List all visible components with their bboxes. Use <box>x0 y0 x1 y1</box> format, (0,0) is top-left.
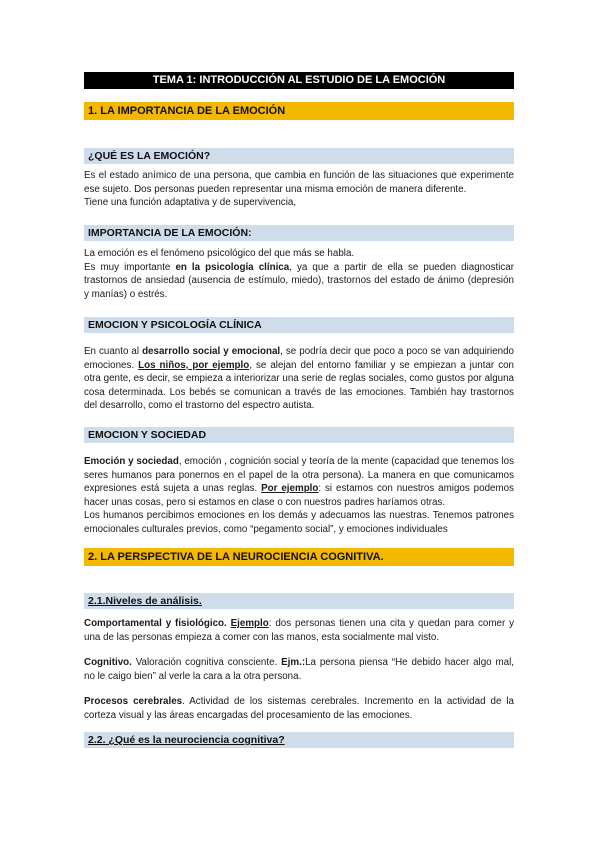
text-run: , se podría decir que poco a poco se van adquiriendo emociones. <box>84 346 514 371</box>
bold-run: en la psicología clínica <box>175 261 290 273</box>
bold-run: Ejm.: <box>281 657 306 668</box>
bold-underline-run: Por ejemplo <box>261 483 319 495</box>
text-run: La persona piensa “He debido hacer algo mal, no le caigo bien” al verle la cara a la otra persona. <box>84 657 514 682</box>
section-2-heading: 2. LA PERSPECTIVA DE LA NEUROCIENCIA COGNITIVA. <box>84 548 514 566</box>
paragraph-que-es <box>84 169 514 210</box>
heading-psicologia-clinica: EMOCION Y PSICOLOGÍA CLÍNICA <box>84 317 514 333</box>
paragraph-procesos <box>84 695 514 722</box>
text-run: : si estamos con nuestros amigos podemos hacer unas cosas, pero si estamos en clase o con nuestros padres haríamos otras. <box>84 483 514 508</box>
heading-niveles-text: 2.1.Niveles de análisis. <box>88 595 202 607</box>
text-run: , se alejan del entorno familiar y se empiezan a juntar con otra gente, es decir, se empieza a interiorizar una serie de reglas sociales, como gustos por alguna cosa determinada. Los bebés se comunican a través de las emociones. También hay trastornos del desarrollo, como el trastorno del espectro autista. <box>84 359 514 412</box>
paragraph-sociedad-1 <box>84 455 514 509</box>
text-run: , ya que a partir de ella se pueden diagnosticar trastornos de ansiedad (ausencia de estímulo, miedo), trastornos del estado de ánimo (depresión y manías) o estrés. <box>84 261 514 300</box>
heading-que-es: ¿QUÉ ES LA EMOCIÓN? <box>84 148 514 164</box>
heading-neurociencia-text: 2.2. ¿Qué es la neurociencia cognitiva? <box>88 734 285 746</box>
paragraph-que-es-1: Es el estado anímico de una persona, que cambia en función de las situaciones que experimente ese sujeto. Dos personas pueden representar una misma emoción de manera diferente. <box>84 170 514 195</box>
text-run: : dos personas tienen una cita y quedan para comer y una de las personas empieza a comer con las manos, esta socialmente mal visto. <box>84 618 514 643</box>
paragraph-sociedad-2: Los humanos percibimos emociones en los demás y adecuamos las nuestras. Tenemos patrones emocionales culturales previos, como “pegamento social”, y emociones individuales <box>84 510 514 535</box>
paragraph-importancia <box>84 247 514 301</box>
paragraph-sociedad <box>84 455 514 537</box>
section-1-heading: 1. LA IMPORTANCIA DE LA EMOCIÓN <box>84 102 514 120</box>
paragraph-cognitivo <box>84 656 514 683</box>
text-run: Valoración cognitiva consciente. <box>131 657 282 668</box>
paragraph-psicologia-clinica <box>84 345 514 413</box>
heading-neurociencia <box>84 732 514 748</box>
bold-run: Comportamental y fisiológico. <box>84 618 231 629</box>
text-run: En cuanto al <box>84 346 143 357</box>
bold-underline-run: Los niños, por ejemplo <box>138 359 250 371</box>
text-run: , emoción , cognición social y teoría de la mente (capacidad que tenemos los seres humanos para ponernos en el papel de la otra persona). La manera en que comunicamos expresiones está sujeta a unas reglas. <box>84 456 515 495</box>
heading-niveles <box>84 593 514 609</box>
heading-importancia: IMPORTANCIA DE LA EMOCIÓN: <box>84 225 514 241</box>
bold-underline-run: Ejemplo <box>230 618 269 629</box>
paragraph-importancia-1: La emoción es el fenómeno psicológico del que más se habla. <box>84 248 355 259</box>
paragraph-comportamental <box>84 617 514 644</box>
paragraph-importancia-2 <box>84 261 514 302</box>
bold-run: Emoción y sociedad <box>84 456 179 467</box>
document-title: TEMA 1: INTRODUCCIÓN AL ESTUDIO DE LA EMOCIÓN <box>84 72 514 89</box>
heading-sociedad: EMOCION Y SOCIEDAD <box>84 427 514 443</box>
text-run: . Actividad de los sistemas cerebrales. Incremento en la actividad de la corteza visual y las áreas encargadas del procesamiento de las emociones. <box>84 696 514 721</box>
bold-run: desarrollo social y emocional <box>142 346 281 357</box>
bold-run: Cognitivo. <box>84 657 132 668</box>
paragraph-que-es-2: Tiene una función adaptativa y de supervivencia, <box>84 197 297 209</box>
bold-run: Procesos cerebrales <box>84 696 183 707</box>
text-run: Es muy importante <box>84 261 176 273</box>
